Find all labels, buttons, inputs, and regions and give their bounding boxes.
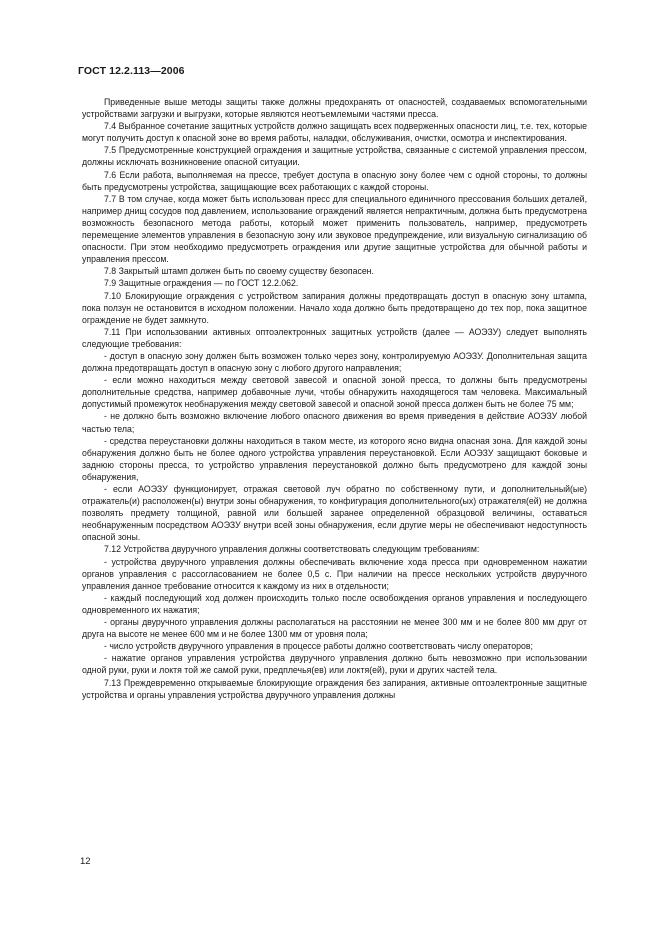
paragraph: 7.10 Блокирующие ограждения с устройством запирания должны предотвращать доступ в опасную зону штампа, пока ползун не остановится в исходном положении. Начало хода должно быть предотвращено до тех пор, пока защитное ограждение не будет замкнуто. — [82, 290, 587, 325]
paragraph: 7.6 Если работа, выполняемая на прессе, требует доступа в опасную зону более чем с одной стороны, то должны быть предусмотрены устройства, защищающие всех работающих с каждой стороны. — [82, 169, 587, 192]
paragraph: 7.13 Преждевременно открываемые блокирующие ограждения без запирания, активные оптоэлектронные защитные устройства и органы управления устройства двуручного управления должны — [82, 677, 587, 700]
document-header: ГОСТ 12.2.113—2006 — [78, 65, 185, 77]
document-body — [82, 96, 587, 701]
list-item: - каждый последующий ход должен происходить только после освобождения органов управления и последующего одновременного их нажатия; — [82, 592, 587, 615]
paragraph: 7.12 Устройства двуручного управления должны соответствовать следующим требованиям: — [104, 544, 480, 555]
list-item: - число устройств двуручного управления в процессе работы должно соответствовать числу операторов; — [104, 641, 533, 652]
paragraph: 7.4 Выбранное сочетание защитных устройств должно защищать всех подверженных опасности лиц, т.е. тех, которые могут получить доступ к опасной зоне во время работы, наладки, обслуживания, очистки, осмотра и инспектирования. — [82, 121, 587, 144]
paragraph: 7.8 Закрытый штамп должен быть по своему существу безопасен. — [104, 266, 374, 277]
paragraph: 7.5 Предусмотренные конструкцией ограждения и защитные устройства, связанные с системой управления прессом, должны исключать возникновение опасной ситуации. — [82, 145, 587, 168]
list-item: - органы двуручного управления должны располагаться на расстоянии не менее 300 мм и не более 800 мм друг от друга на высоте не менее 600 мм и не более 1300 мм от уровня пола; — [82, 617, 587, 640]
paragraph: 7.7 В том случае, когда может быть использован пресс для специального единичного прессования больших деталей, например днищ сосудов под давлением, использование ограждений является непрактичным, должна быть предусмотрена возможность безопасного метода работы, который может применить пользователь, например, предусмотреть перемещение элементов управления в безопасную зону или звуковое предупреждение, или визуальную сигнализацию об опасности. При этом необходимо предусмотреть ограждения или другие защитные устройства для обычной работы и управления прессом. — [82, 193, 587, 265]
list-item: - нажатие органов управления устройства двуручного управления должно быть невозможно при использовании одной руки, руки и локтя той же самой руки, предплечья(ев) или локтя(ей), руки и других частей тела. — [82, 653, 587, 676]
list-item: - не должно быть возможно включение любого опасного движения во время приведения в действие АОЭЗУ любой частью тела; — [82, 411, 587, 434]
paragraph: 7.11 При использовании активных оптоэлектронных защитных устройств (далее — АОЭЗУ) следует выполнять следующие требования: — [82, 326, 587, 349]
paragraph: 7.9 Защитные ограждения — по ГОСТ 12.2.062. — [104, 278, 299, 289]
list-item: - устройства двуручного управления должны обеспечивать включение хода пресса при одновременном нажатии органов управления с рассогласованием не более 0,5 с. При наличии на прессе нескольких устройств двуручного управления данное требование относится к каждому из них в отдельности; — [82, 556, 587, 591]
list-item: - средства переустановки должны находиться в таком месте, из которого ясно видна опасная зона. Для каждой зоны обнаружения должно быть не более одного устройства управления переустановкой. Если АОЭЗУ защищают боковые и заднюю стороны пресса, то устройство управления переустановкой должно быть предусмотрено для каждой зоны обнаружения, — [82, 435, 587, 482]
list-item: - если АОЭЗУ функционирует, отражая световой луч обратно по собственному пути, и дополнительный(ые) отражатель(и) расположен(ы) внутри зоны обнаружения, то конфигурация дополнительного(ых) отражателя(ей) не должна позволять предмету толщиной, равной или большей заранее определенной образцовой величины, оставаться необнаруженным посредством АОЭЗУ внутри всей зоны обнаружения, если другие меры не обеспечивают недоступность опасной зоны. — [82, 484, 587, 543]
list-item: - доступ в опасную зону должен быть возможен только через зону, контролируемую АОЭЗУ. Дополнительная защита должна предотвращать доступ в опасную зону с любого другого направления; — [82, 350, 587, 374]
page-number: 12 — [80, 856, 91, 867]
list-item: - если можно находиться между световой завесой и опасной зоной пресса, то должны быть предусмотрены дополнительные средства, например добавочные лучи, чтобы обнаружить находящегося там человека. Максимальный допустимый промежуток необнаружения между световой завесой и опасной зоной пресса должен быть не более 75 мм; — [82, 375, 587, 410]
paragraph: Приведенные выше методы защиты также должны предохранять от опасностей, создаваемых вспомогательными устройствами загрузки и выгрузки, которые являются неотъемлемыми частями пресса. — [82, 97, 587, 120]
